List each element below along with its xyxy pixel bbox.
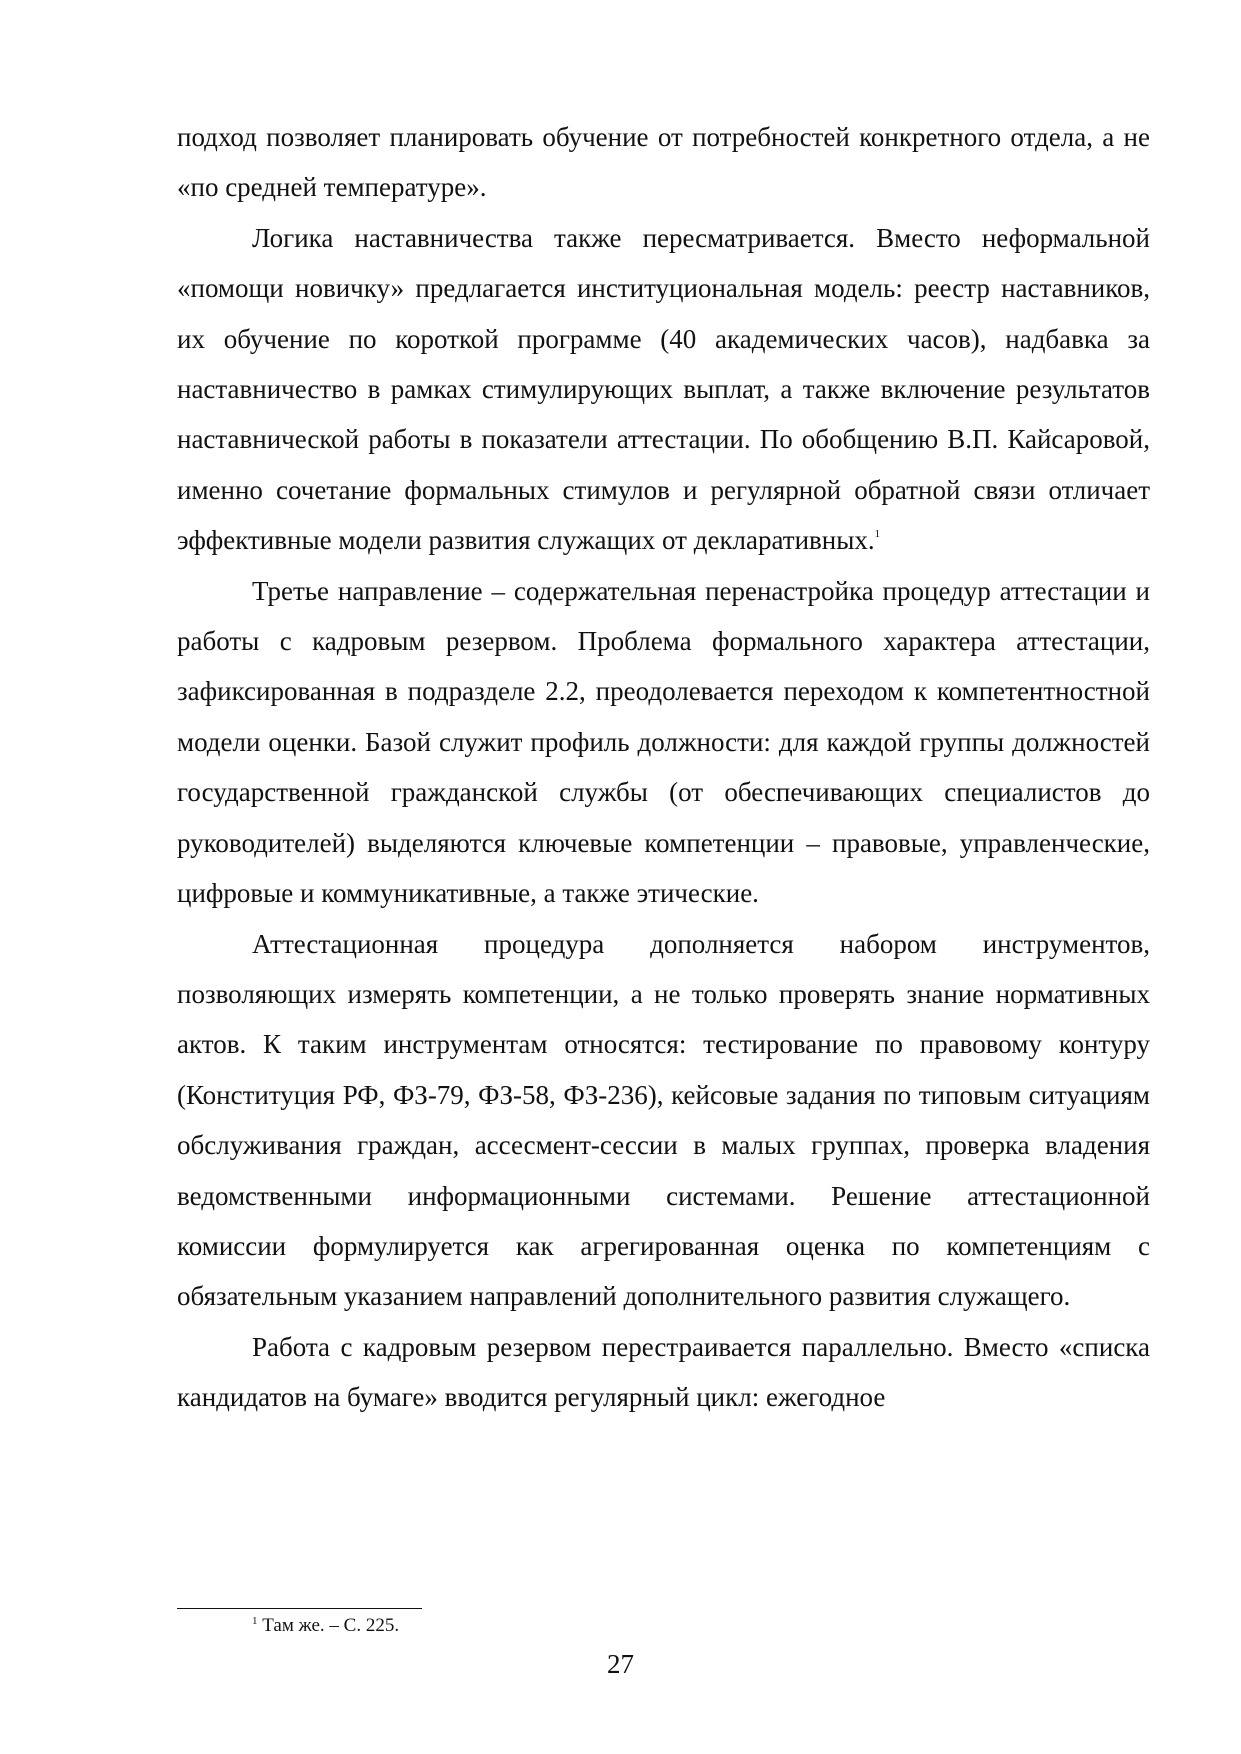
paragraph: Работа с кадровым резервом перестраивается параллельно. Вместо «списка кандидатов на бумаге» вводится регулярный цикл: ежегодное — [177, 1331, 1150, 1413]
paragraph: Аттестационная процедура дополняется набором инструментов, позволяющих измерять компетенции, а не только проверять знание нормативных актов. К таким инструментам относятся: тестирование по правовому контуру (Конституция РФ, ФЗ-79, ФЗ-58, ФЗ-236), кейсовые задания по типовым ситуациям обслуживания граждан, ассесмент-сессии в малых группах, проверка владения ведомственными информационными системами. Решение аттестационной комиссии формулируется как агрегированная оценка по компетенциям с обязательным указанием направлений дополнительного развития служащего. — [177, 928, 1150, 1312]
paragraph: Третье направление – содержательная перенастройка процедур аттестации и работы с кадровым резервом. Проблема формального характера аттестации, зафиксированная в подразделе 2.2, преодолевается переходом к компетентностной модели оценки. Базой служит профиль должности: для каждой группы должностей государственной гражданской службы (от обеспечивающих специалистов до руководителей) выделяются ключевые компетенции – правовые, управленческие, цифровые и коммуникативные, а также этические. — [177, 575, 1150, 909]
footnote-reference[interactable]: 1 — [874, 528, 881, 541]
footnote — [252, 1614, 399, 1638]
page-number: 27 — [607, 1649, 634, 1679]
footnote-text: Там же. – С. 225. — [262, 1615, 400, 1636]
footnote-separator — [177, 1608, 422, 1609]
footnote-number: 1 — [252, 1615, 258, 1627]
paragraph-continuation: подход позволяет планировать обучение от потребностей конкретного отдела, а не «по средней температуре». — [177, 122, 1150, 203]
paragraph-text: Логика наставничества также пересматривается. Вместо неформальной «помощи новичку» предлагается институциональная модель: реестр наставников, их обучение по короткой программе (40 академических часов), надбавка за наставничество в рамках стимулирующих выплат, а также включение результатов наставнической работы в показатели аттестации. По обобщению В.П. Кайсаровой, именно сочетание формальных стимулов и регулярной обратной связи отличает эффективные модели развития служащих от декларативных. — [177, 222, 1150, 556]
body-text — [177, 112, 1150, 1423]
paragraph — [177, 213, 1150, 566]
